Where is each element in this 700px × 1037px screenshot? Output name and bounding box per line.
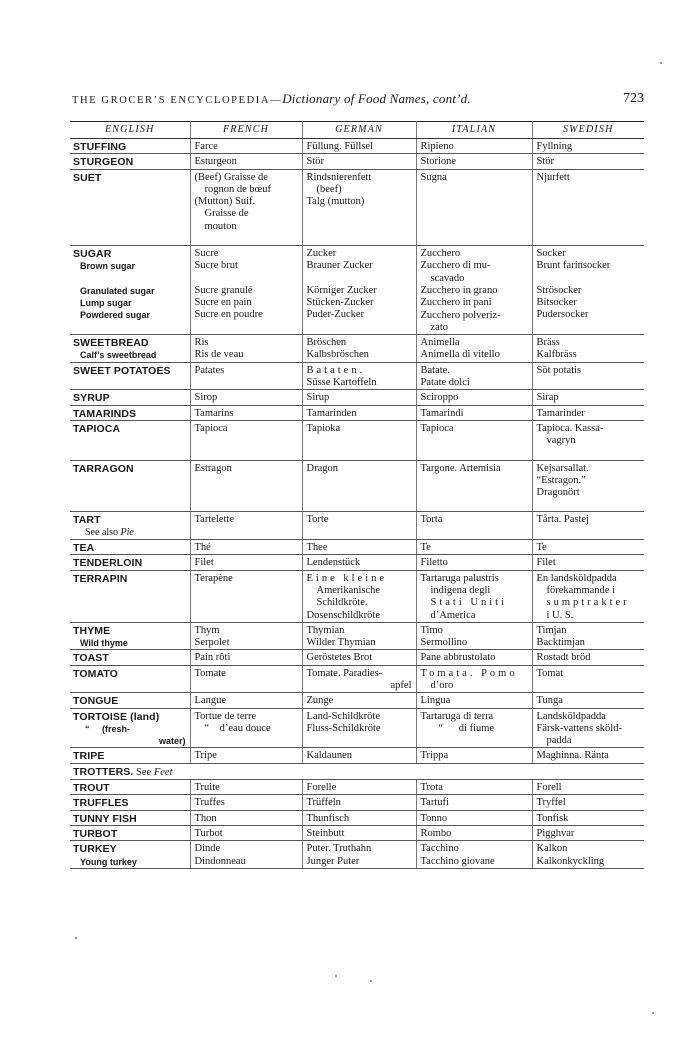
cross-reference-target: Feet xyxy=(153,766,173,778)
entry-french: Langue xyxy=(194,695,226,707)
entry-german: Thee xyxy=(306,542,328,554)
entry-swedish: Tapioca. Kassa- xyxy=(536,422,604,434)
entry-italian: Animella xyxy=(420,337,460,349)
entry-german: Stör xyxy=(306,156,325,168)
entry-swedish: Pigghvar xyxy=(536,827,575,839)
table-row xyxy=(70,512,644,540)
page-number: 723 xyxy=(623,91,644,106)
subentry-english: Brown sugar xyxy=(80,261,136,272)
table-row xyxy=(70,810,644,825)
entry-english: TROUT xyxy=(73,782,110,795)
entry-italian: Sugna xyxy=(420,171,447,183)
entry-german-cont: Talg (mutton) xyxy=(306,196,365,208)
entry-italian: Lingua xyxy=(420,695,451,707)
entry-italian: Batate. xyxy=(420,364,450,376)
entry-swedish: Tårta. Pastej xyxy=(536,514,589,526)
entry-swedish: Njurfett xyxy=(536,171,570,183)
subentry-english: Calf’s sweetbread xyxy=(80,350,157,361)
entry-german: Thymian xyxy=(306,624,345,636)
subentry-italian: Tacchino giovane xyxy=(420,855,495,867)
entry-swedish: Forell xyxy=(536,782,562,794)
subentry-italian xyxy=(421,723,528,735)
entry-italian: Zucchero xyxy=(420,248,461,260)
running-head xyxy=(72,90,644,108)
entry-german: Lendenstück xyxy=(306,557,361,569)
subentry-swedish: Färsk-vattens sköld- xyxy=(536,722,622,734)
entry-swedish: Maghinna. Ränta xyxy=(536,750,609,762)
entry-french: Terapène xyxy=(194,572,233,584)
entry-swedish: Söt potatis xyxy=(536,364,582,376)
entry-italian: Tartaruga palustris xyxy=(420,572,499,584)
entry-french: Patates xyxy=(194,364,225,376)
subentry-english: Powdered sugar xyxy=(80,310,151,321)
entry-english: TURKEY xyxy=(73,843,117,856)
subentry-english xyxy=(73,723,186,735)
entry-italian: Rombo xyxy=(420,827,452,839)
entry-italian: Timo xyxy=(420,624,443,636)
entry-german: Füllung. Füllsel xyxy=(306,141,374,152)
entry-english: TENDERLOIN xyxy=(73,557,143,570)
subentry-swedish: Brunt farinsocker xyxy=(536,260,611,272)
subentry-italian: Zucchero polveriz- xyxy=(420,309,501,321)
entry-german: Sirup xyxy=(306,392,330,404)
entry-english: TRUFFLES xyxy=(73,797,129,810)
subentry-italian-cont: scavado xyxy=(430,272,465,284)
entry-swedish-cont: förekammande i xyxy=(546,584,616,596)
entry-french: Thé xyxy=(194,542,211,554)
entry-italian: Tartaruga di terra xyxy=(420,710,494,722)
entry-french: Sucre xyxy=(194,248,219,260)
entry-german: Tapioka xyxy=(306,422,341,434)
entry-french-cont: mouton xyxy=(204,220,237,232)
entry-italian-cont: Patate dolci xyxy=(420,377,470,389)
entry-french-cont: rognon de bœuf xyxy=(204,183,271,195)
subentry-german: Brauner Zucker xyxy=(306,260,373,272)
subentry-italian-cont: zato xyxy=(430,321,448,333)
table-row xyxy=(70,460,644,512)
cross-reference-prefix: See also xyxy=(85,526,121,538)
entry-german: Bröschen xyxy=(306,337,347,349)
entry-italian: Trippa xyxy=(420,750,449,762)
subentry-french: Sucre en pain xyxy=(194,296,252,308)
paper-speck xyxy=(660,62,662,64)
entry-french: Estragon xyxy=(194,462,232,474)
entry-german: Torte xyxy=(306,514,329,526)
subentry-german: Puder-Zucker xyxy=(306,309,365,321)
entry-swedish: En landsköldpadda xyxy=(536,572,617,584)
entry-swedish: Filet xyxy=(536,557,556,569)
entry-french: Tortue de terre xyxy=(194,710,257,722)
entry-french: Truite xyxy=(194,782,220,794)
subentry-english-cont: water) xyxy=(158,736,186,747)
subentry-english-text: (fresh- xyxy=(102,723,131,734)
entry-english: SWEET POTATOES xyxy=(73,364,171,377)
table-row xyxy=(70,825,644,840)
entry-swedish: Tamarinder xyxy=(536,407,585,419)
entry-italian: Tapioca xyxy=(420,422,454,434)
entry-swedish-cont: “Estragon.” xyxy=(536,474,586,486)
entry-english: TAPIOCA xyxy=(73,422,121,435)
subentry-french: Dindonneau xyxy=(194,855,246,867)
entry-swedish-cont: sumptrakter xyxy=(546,597,630,609)
entry-german-cont: Dosenschildkröte xyxy=(306,609,380,621)
entry-french: Turbot xyxy=(194,827,223,839)
entry-italian: Torta xyxy=(420,514,443,526)
entry-italian-cont: Stati Uniti xyxy=(430,597,507,609)
table-row xyxy=(70,420,644,460)
paper-speck xyxy=(335,975,337,977)
entry-german: Bataten. xyxy=(306,364,366,376)
table-row xyxy=(70,665,644,693)
entry-french: Sirop xyxy=(194,392,218,404)
entry-german: Kaldaunen xyxy=(306,750,352,762)
subentry-french: Sucre granulé xyxy=(194,284,253,296)
column-header-french: FRENCH xyxy=(190,122,302,139)
subentry-french-text: d’eau douce xyxy=(219,722,271,734)
entry-english: TROTTERS. xyxy=(73,765,134,778)
entry-german: Forelle xyxy=(306,782,337,794)
table-row xyxy=(70,622,644,650)
subentry-english: Wild thyme xyxy=(80,638,128,649)
subentry-german: Junger Puter xyxy=(306,855,360,867)
entry-swedish: Timjan xyxy=(536,624,567,636)
row-spacer xyxy=(195,233,298,245)
entry-swedish: Kejsarsallat. xyxy=(536,462,589,474)
entry-german-cont: Schildkröte. xyxy=(316,597,368,609)
subentry-english: Granulated sugar xyxy=(80,285,155,296)
entry-german: Steinbutt xyxy=(306,827,345,839)
entry-swedish: Tryffel xyxy=(536,797,566,809)
entry-italian: Pane abbrustolato xyxy=(420,652,496,664)
subentry-italian: Zucchero di mu- xyxy=(420,260,491,272)
table-row xyxy=(70,795,644,810)
entry-french: Esturgeon xyxy=(194,156,237,168)
cross-reference-prefix: See xyxy=(136,766,154,778)
subentry-italian: Animella di vitello xyxy=(420,349,500,361)
table-row xyxy=(70,780,644,795)
entry-french: Tripe xyxy=(194,750,217,762)
entry-italian: Te xyxy=(420,542,431,554)
subentry-french xyxy=(195,723,298,735)
entry-swedish: Stör xyxy=(536,156,555,168)
running-title: THE GROCER’S ENCYCLOPEDIA— xyxy=(72,95,283,106)
entry-swedish-cont: i U. S. xyxy=(546,609,574,621)
subentry-french: Ris de veau xyxy=(194,349,244,361)
entry-english: TUNNY FISH xyxy=(73,812,137,825)
entry-italian-cont: d’oro xyxy=(430,679,454,691)
entry-swedish-cont: Dragonört xyxy=(536,487,580,499)
entry-german: Land-Schildkröte xyxy=(306,710,380,722)
entry-german-cont: (beef) xyxy=(316,183,342,195)
entry-french: Tartelette xyxy=(194,514,234,526)
entry-english: TRIPE xyxy=(73,750,105,763)
entry-english: TEA xyxy=(73,542,95,555)
entry-german: Eine kleine xyxy=(306,572,388,584)
entry-french: Tamarins xyxy=(194,407,234,419)
subentry-swedish: Strösocker xyxy=(536,284,582,296)
entry-italian: Trota xyxy=(420,782,443,794)
column-header-italian: ITALIAN xyxy=(416,122,532,139)
subentry-swedish: Kalkonkyckling xyxy=(536,855,605,867)
row-spacer xyxy=(73,273,186,285)
entry-italian-cont: d’America xyxy=(430,609,476,621)
entry-german: Thunfisch xyxy=(306,812,350,824)
entry-french: Tapioca xyxy=(194,422,228,434)
entry-german: Zucker xyxy=(306,248,337,260)
table-row xyxy=(70,362,644,390)
entry-german: Tamarinden xyxy=(306,407,357,419)
entry-italian: Tomata. Pomo xyxy=(420,667,518,679)
subentry-german: Stücken-Zucker xyxy=(306,296,374,308)
entry-english: TORTOISE (land) xyxy=(73,710,160,723)
table-row xyxy=(70,540,644,555)
entry-swedish: Tonfisk xyxy=(536,812,569,824)
entry-swedish-cont: vagryn xyxy=(546,435,576,447)
table-row xyxy=(70,748,644,763)
entry-english: TONGUE xyxy=(73,695,119,708)
subentry-italian-text: di fiume xyxy=(458,722,495,734)
subentry-italian: Zucchero in pani xyxy=(420,297,492,309)
entry-german: Geröstetes Brot xyxy=(306,652,373,664)
entry-french: Thym xyxy=(194,624,220,636)
row-spacer xyxy=(307,273,412,285)
entry-english: TART xyxy=(73,514,101,527)
column-header-row xyxy=(70,122,644,139)
subentry-english: Lump sugar xyxy=(80,297,132,308)
entry-italian: Tamarindi xyxy=(420,407,464,419)
entry-french: Farce xyxy=(194,141,218,152)
table-row xyxy=(70,708,644,748)
entry-swedish: Bräss xyxy=(536,337,560,349)
subentry-english: Young turkey xyxy=(80,856,137,867)
entry-italian: Tonno xyxy=(420,812,448,824)
entry-italian: Ripieno xyxy=(420,141,454,152)
entry-french: Pain rôti xyxy=(194,652,231,664)
entry-french: Dinde xyxy=(194,843,221,855)
entry-english: SYRUP xyxy=(73,392,110,405)
subentry-swedish-cont: padda xyxy=(546,735,572,747)
entry-french: Thon xyxy=(194,812,217,824)
subentry-german: Fluss-Schildkröte xyxy=(306,722,381,734)
table-row xyxy=(70,650,644,665)
entry-english: THYME xyxy=(73,624,111,637)
subentry-french: Serpolet xyxy=(194,637,230,649)
column-header-swedish: SWEDISH xyxy=(532,122,644,139)
food-names-table xyxy=(70,121,644,869)
entry-swedish: Tunga xyxy=(536,695,563,707)
entry-german: Puter. Truthahn xyxy=(306,843,372,855)
row-spacer xyxy=(537,273,641,285)
entry-italian: Storione xyxy=(420,156,457,168)
entry-swedish: Landsköldpadda xyxy=(536,710,606,722)
entry-italian: Tacchino xyxy=(420,843,459,855)
table-row xyxy=(70,405,644,420)
entry-german-cont: Amerikanische xyxy=(316,584,381,596)
entry-swedish: Socker xyxy=(536,248,566,260)
paper-speck xyxy=(75,937,77,939)
cross-reference xyxy=(73,527,186,539)
entry-english: SUGAR xyxy=(73,248,112,261)
entry-italian-cont: indigena degli xyxy=(430,584,491,596)
paper-speck xyxy=(370,980,372,982)
subentry-french: Sucre en poudre xyxy=(194,309,263,321)
entry-swedish: Kalkon xyxy=(536,843,568,855)
entry-german: Tomate. Paradies- xyxy=(306,667,383,679)
entry-german: Zunge xyxy=(306,695,334,707)
table-row xyxy=(70,139,644,154)
entry-english: TOAST xyxy=(73,652,109,665)
cross-reference xyxy=(136,767,172,778)
entry-english: TERRAPIN xyxy=(73,572,128,585)
entry-german: Rindsnierenfett xyxy=(306,171,372,183)
entry-english: STURGEON xyxy=(73,156,134,169)
ditto-mark: “ xyxy=(438,722,444,734)
table-row xyxy=(70,335,644,363)
entry-french: Truffes xyxy=(194,797,225,809)
subentry-italian: Zucchero in grano xyxy=(420,284,498,296)
cross-reference-target: Pie xyxy=(120,526,134,538)
entry-swedish: Te xyxy=(536,542,547,554)
table-row xyxy=(70,154,644,169)
entry-french-cont: (Mutton) Suif. xyxy=(194,196,256,208)
entry-swedish: Fyllning xyxy=(536,141,573,152)
entry-german: Dragon xyxy=(306,462,338,474)
entry-french: Tomate xyxy=(194,667,226,679)
entry-english: SUET xyxy=(73,171,102,184)
subentry-german: Körniger Zucker xyxy=(306,284,377,296)
table-row xyxy=(70,693,644,708)
entry-english: TARRAGON xyxy=(73,462,134,475)
table-row xyxy=(70,169,644,245)
entry-italian: Tartufi xyxy=(420,797,449,809)
entry-german: Trüffeln xyxy=(306,797,341,809)
entry-italian: Sciroppo xyxy=(420,392,459,404)
row-spacer xyxy=(537,499,641,511)
running-subtitle: Dictionary of Food Names, cont’d. xyxy=(282,91,471,106)
entry-german-cont: apfel xyxy=(390,679,412,691)
table-row xyxy=(70,390,644,405)
subentry-swedish: Backtimjan xyxy=(536,637,585,649)
subentry-italian: Sermollino xyxy=(420,637,468,649)
entry-swedish: Tomat xyxy=(536,667,564,679)
ditto-mark: “ xyxy=(85,723,90,734)
subentry-swedish: Bitsocker xyxy=(536,296,577,308)
row-spacer xyxy=(537,448,641,460)
entry-italian: Filetto xyxy=(420,557,448,569)
entry-swedish: Rostadt bröd xyxy=(536,652,591,664)
subentry-german: Kalbsbröschen xyxy=(306,349,369,361)
entry-german-cont: Süsse Kartoffeln xyxy=(306,377,377,389)
entry-english: SWEETBREAD xyxy=(73,337,149,350)
paper-speck xyxy=(652,1012,654,1014)
subentry-french: Sucre brut xyxy=(194,260,238,272)
entry-french: Filet xyxy=(194,557,214,569)
ditto-mark: “ xyxy=(204,722,210,734)
column-header-english: ENGLISH xyxy=(70,122,190,139)
entry-swedish: Sirap xyxy=(536,392,559,404)
table-row xyxy=(70,570,644,622)
table-row xyxy=(70,246,644,335)
subentry-swedish: Pudersocker xyxy=(536,309,589,321)
entry-french: Ris xyxy=(194,337,209,349)
entry-french: (Beef) Graisse de xyxy=(194,171,268,183)
subentry-german: Wilder Thymian xyxy=(306,637,376,649)
entry-english: TURBOT xyxy=(73,827,118,840)
table-row xyxy=(70,555,644,570)
entry-english: STUFFING xyxy=(73,141,127,153)
entry-italian: Targone. Artemisia xyxy=(420,462,501,474)
entry-english: TAMARINDS xyxy=(73,407,137,420)
column-header-german: GERMAN xyxy=(302,122,416,139)
table-row xyxy=(70,841,644,869)
subentry-swedish: Kalfbräss xyxy=(536,349,577,361)
entry-english: TOMATO xyxy=(73,667,118,680)
entry-french-cont: Graisse de xyxy=(204,208,249,220)
row-spacer xyxy=(195,273,298,285)
table-row xyxy=(70,763,644,779)
